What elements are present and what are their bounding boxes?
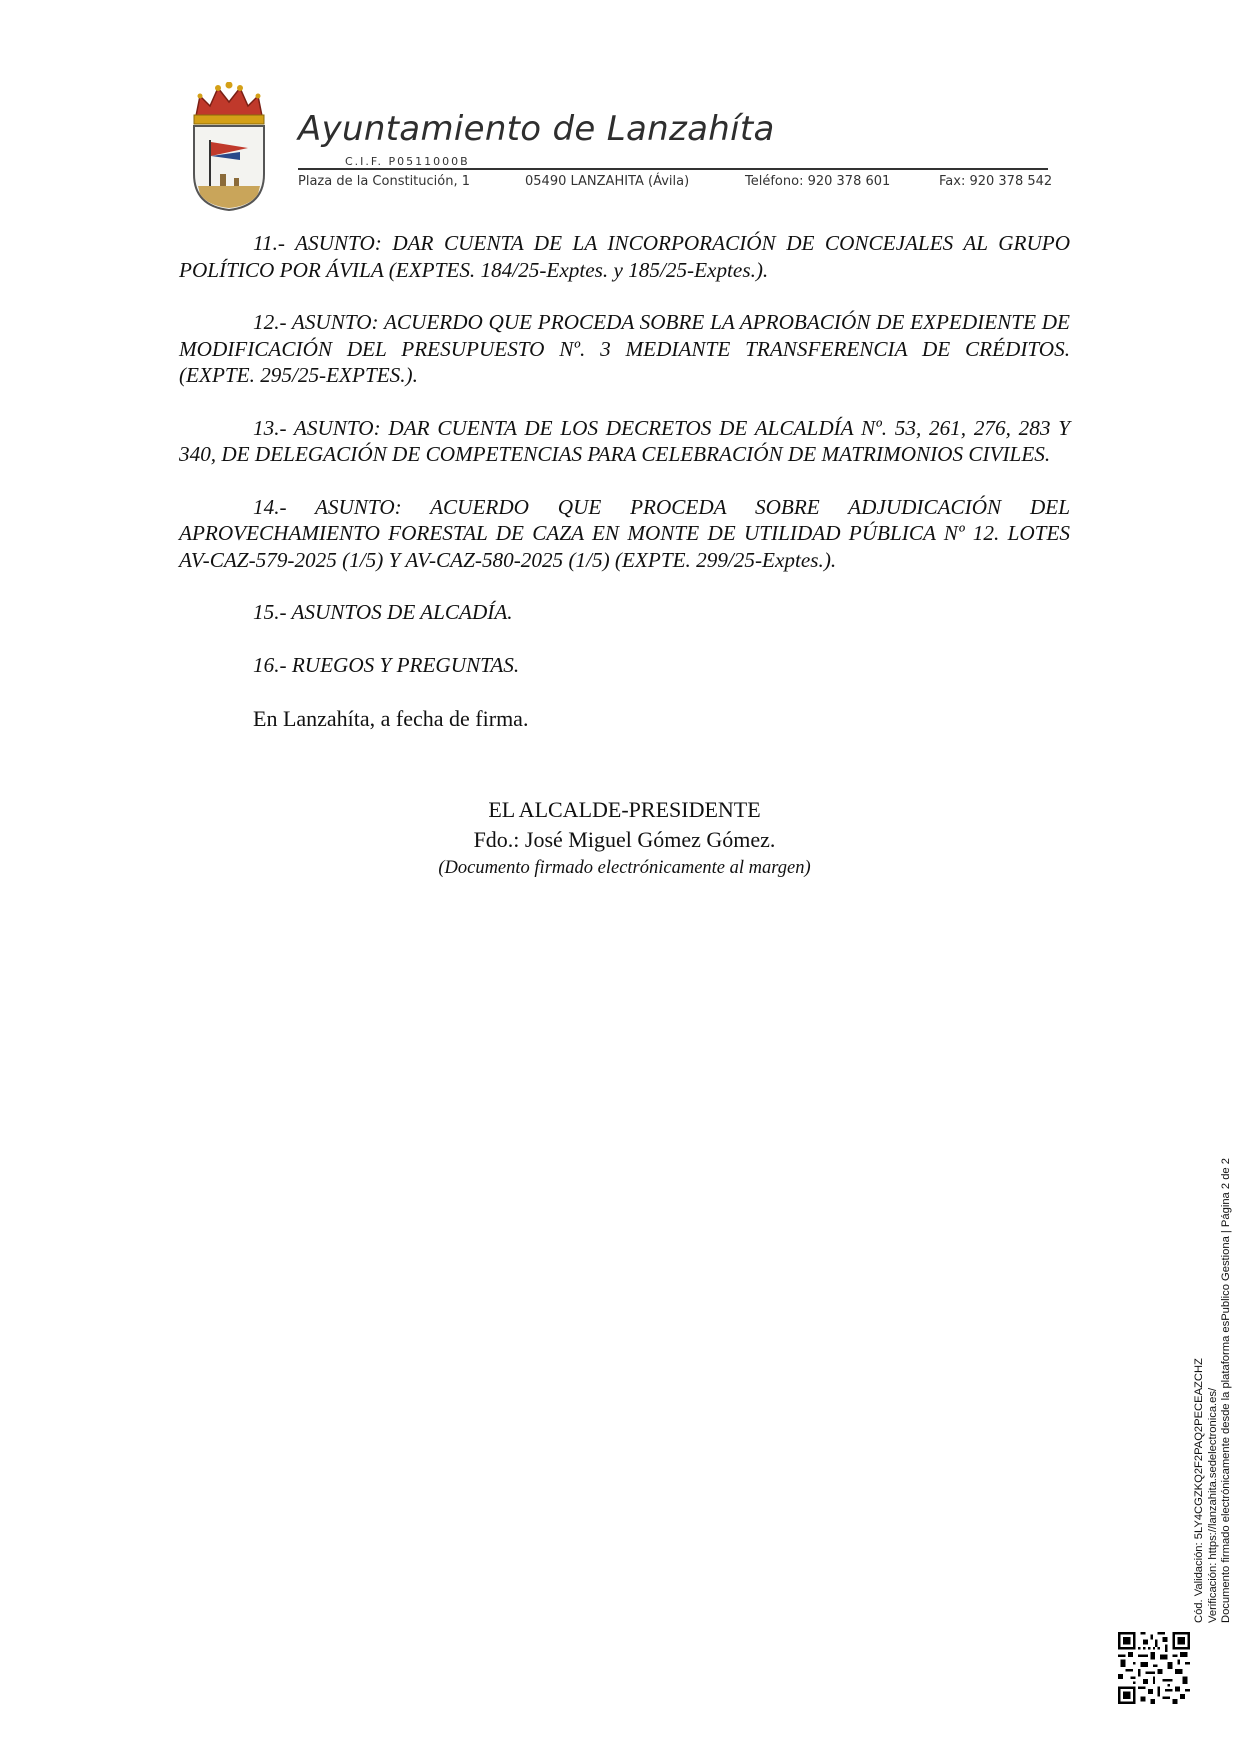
agenda-item-14: 14.- ASUNTO: ACUERDO QUE PROCEDA SOBRE ADJUDICACIÓN DEL APROVECHAMIENTO FORESTAL DE CAZA EN MONTE DE UTILIDAD PÚBLICA Nº 12. LOTES AV-CAZ-579-2025 (1/5) Y AV-CAZ-580-2025 (1/5) (EXPTE. 299/25-Exptes.). — [179, 494, 1070, 572]
closing-date: En Lanzahíta, a fecha de firma. — [253, 706, 529, 731]
header-fax: Fax: 920 378 542 — [939, 174, 1053, 189]
signer-role: EL ALCALDE-PRESIDENTE — [488, 797, 761, 822]
municipality-title: Ayuntamiento de Lanzahíta — [298, 109, 775, 149]
coat-of-arms-icon — [190, 82, 268, 212]
cif-number: C.I.F. P0511000B — [345, 155, 470, 168]
signer-name: Fdo.: José Miguel Gómez Gómez. — [473, 827, 776, 852]
validation-margin-text — [1193, 1158, 1234, 1623]
signature-block — [179, 795, 1070, 881]
agenda-item-15: 15.- ASUNTOS DE ALCADÍA. — [253, 600, 513, 624]
agenda-item-11: 11.- ASUNTO: DAR CUENTA DE LA INCORPORACIÓN DE CONCEJALES AL GRUPO POLÍTICO POR ÁVILA (EXPTES. 184/25-Exptes. y 185/25-Exptes.). — [179, 231, 1070, 282]
signature-note: (Documento firmado electrónicamente al margen) — [438, 858, 811, 878]
letterhead — [190, 82, 1056, 212]
platform-note: Documento firmado electrónicamente desde la plataforma esPublico Gestiona | Página 2 de 2 — [1220, 1158, 1232, 1623]
verification-url[interactable]: Verificación: https://lanzahita.sedelectronica.es/ — [1206, 1387, 1219, 1623]
agenda-body — [179, 230, 1070, 734]
agenda-item-16: 16.- RUEGOS Y PREGUNTAS. — [253, 652, 520, 677]
validation-code: Cód. Validación: 5LY4CGZKQ2F2PAQ2PECEAZCHZ — [1193, 1358, 1205, 1623]
header-postal: 05490 LANZAHITA (Ávila) — [525, 174, 690, 189]
header-divider — [298, 168, 1048, 170]
header-phone: Teléfono: 920 378 601 — [745, 174, 891, 189]
qr-code-icon[interactable] — [1118, 1632, 1190, 1704]
header-address: Plaza de la Constitución, 1 — [298, 174, 471, 189]
agenda-item-12: 12.- ASUNTO: ACUERDO QUE PROCEDA SOBRE LA APROBACIÓN DE EXPEDIENTE DE MODIFICACIÓN DEL PRESUPUESTO Nº. 3 MEDIANTE TRANSFERENCIA DE CRÉDITOS. (EXPTE. 295/25-EXPTES.). — [179, 310, 1070, 387]
agenda-item-13: 13.- ASUNTO: DAR CUENTA DE LOS DECRETOS DE ALCALDÍA Nº. 53, 261, 276, 283 Y 340, DE DELEGACIÓN DE COMPETENCIAS PARA CELEBRACIÓN DE MATRIMONIOS CIVILES. — [179, 415, 1070, 466]
